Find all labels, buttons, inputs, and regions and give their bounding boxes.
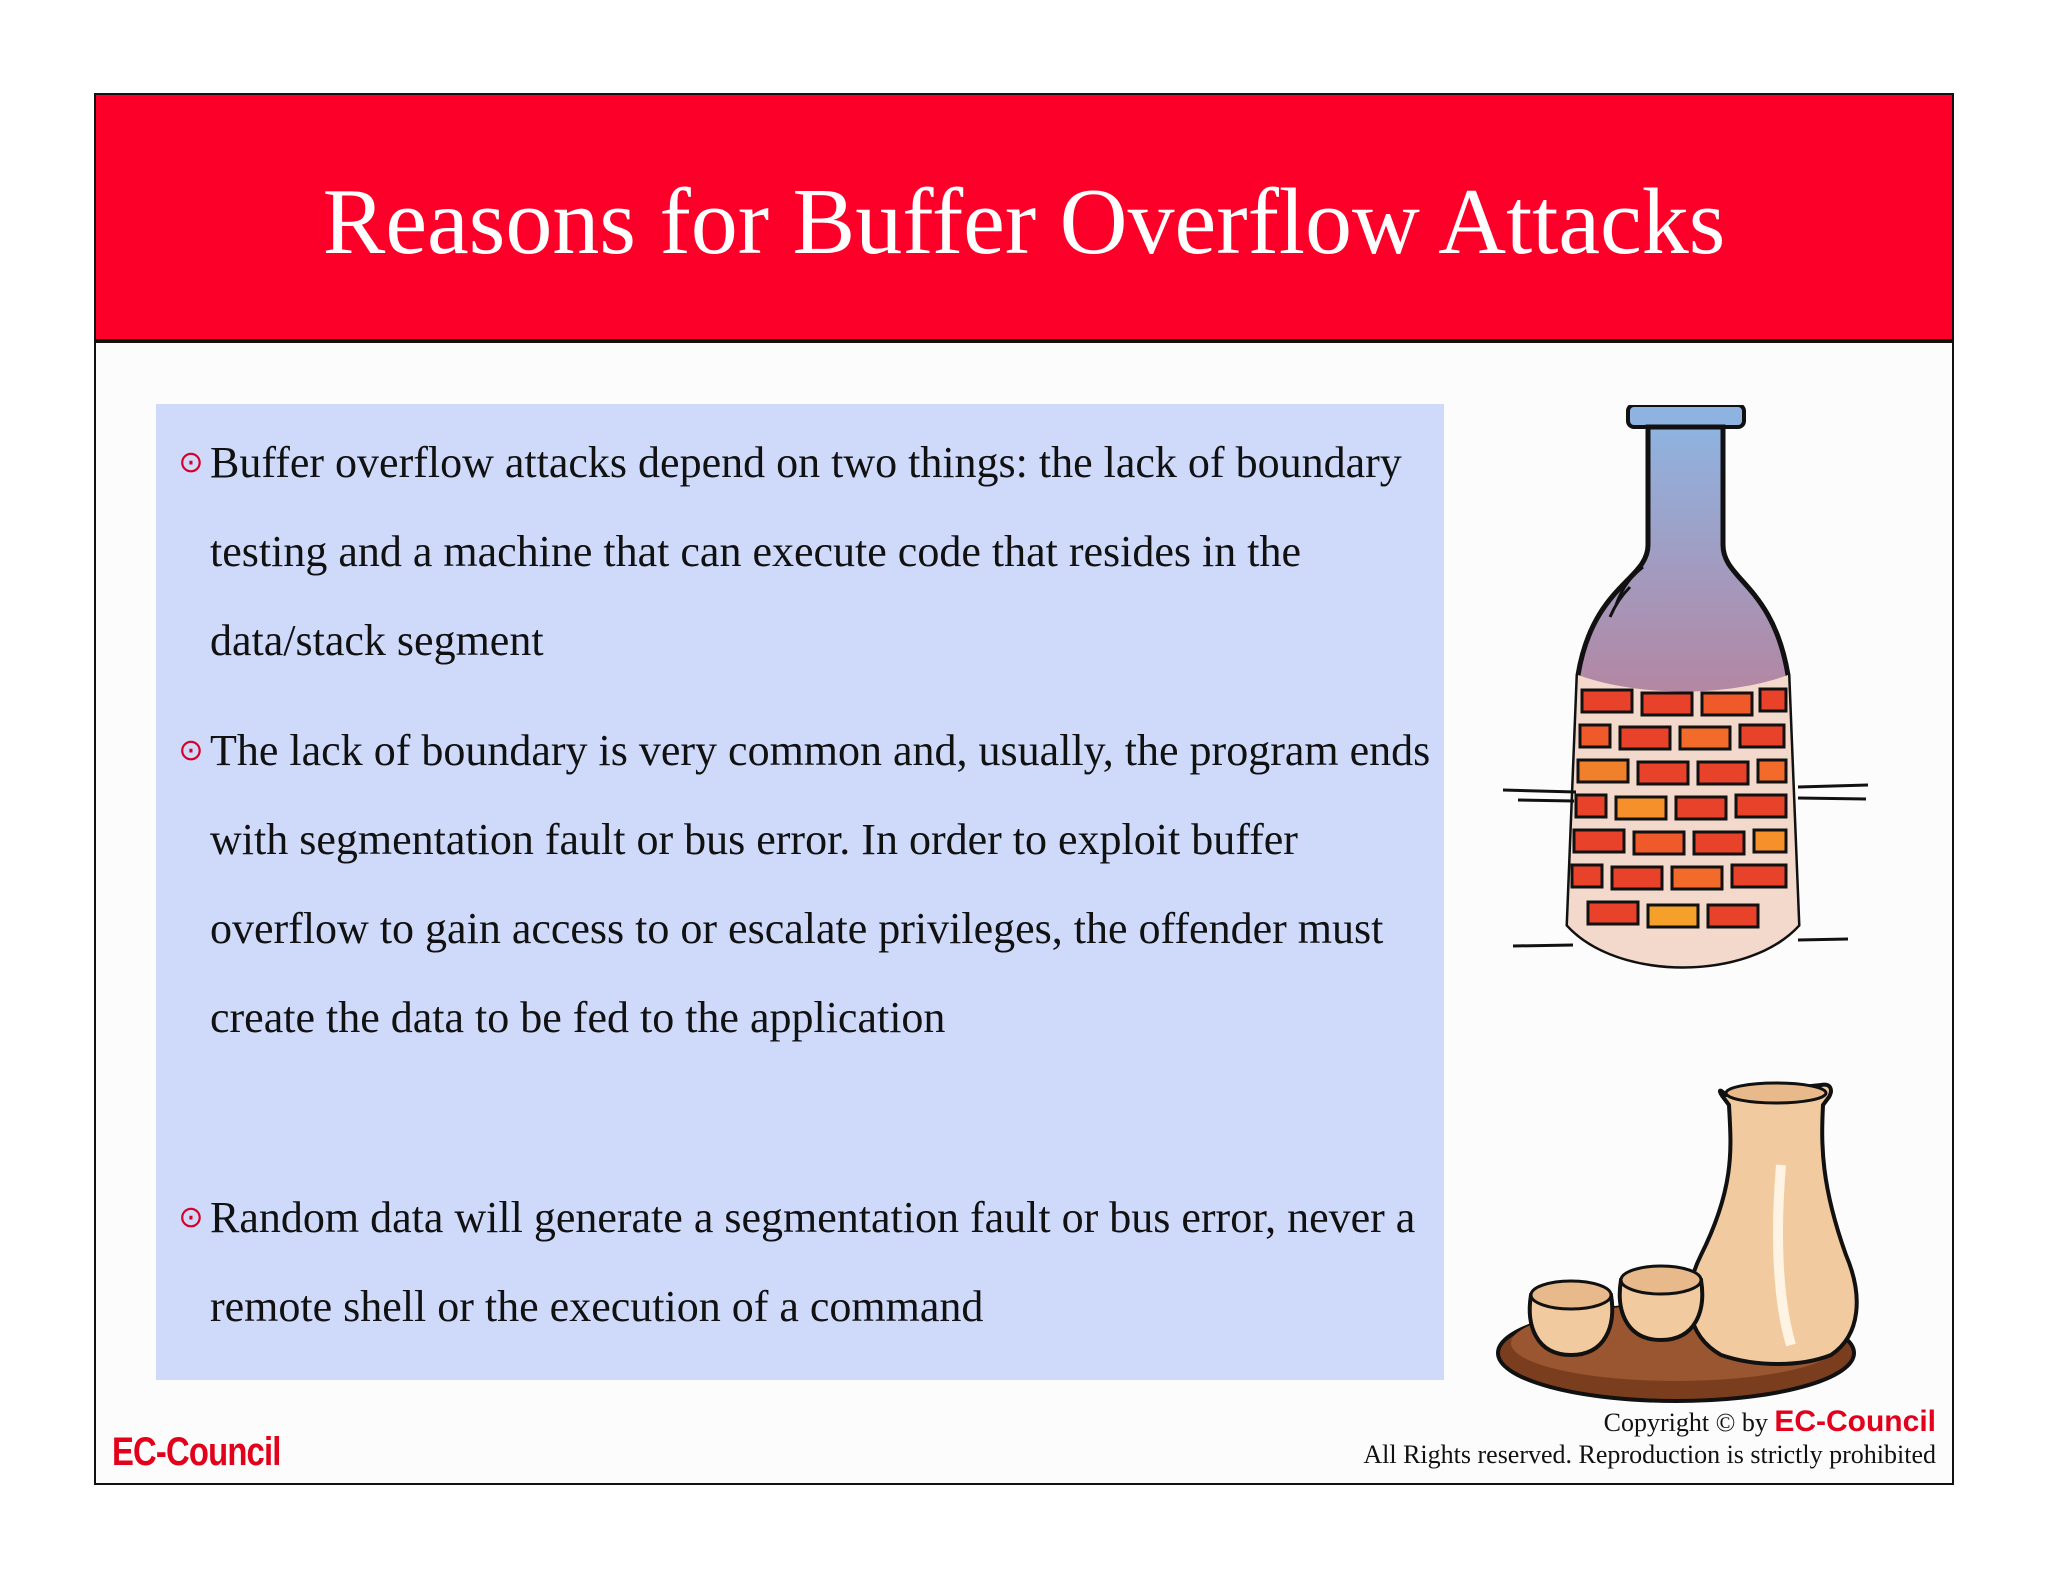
bullet-circle-icon: ⊙ xyxy=(178,445,204,480)
title-bar xyxy=(96,95,1952,343)
bullet-item xyxy=(174,706,1436,1062)
slide-title: Reasons for Buffer Overflow Attacks xyxy=(322,170,1726,274)
ec-council-logo: EC-Council xyxy=(112,1430,281,1474)
bullet-text: Buffer overflow attacks depend on two things: the lack of boundary testing and a machine that can execute code that resides in the data/stack segment xyxy=(210,438,1402,665)
slide xyxy=(94,93,1954,1485)
bottle-in-brick-wall-illustration xyxy=(1498,405,1878,985)
bullet-text: The lack of boundary is very common and, usually, the program ends with segmentation fault or bus error. In order to exploit buffer overflow to gain access to or escalate privileges, the offender must create the data to be fed to the application xyxy=(210,726,1431,1042)
bullet-item xyxy=(174,1173,1436,1351)
bullet-item xyxy=(174,418,1436,685)
copyright-brand: EC-Council xyxy=(1774,1405,1936,1438)
bullet-circle-icon: ⊙ xyxy=(178,1200,204,1235)
copyright-notice xyxy=(1363,1406,1936,1471)
copyright-line xyxy=(1363,1406,1936,1439)
bullet-text: Random data will generate a segmentation fault or bus error, never a remote shell or the execution of a command xyxy=(210,1193,1416,1331)
bullet-circle-icon: ⊙ xyxy=(178,733,204,768)
sake-set-illustration xyxy=(1491,995,1871,1425)
copyright-prefix: Copyright © by xyxy=(1603,1408,1775,1437)
content-box xyxy=(156,404,1444,1380)
rights-reserved: All Rights reserved. Reproduction is strictly prohibited xyxy=(1363,1440,1936,1469)
